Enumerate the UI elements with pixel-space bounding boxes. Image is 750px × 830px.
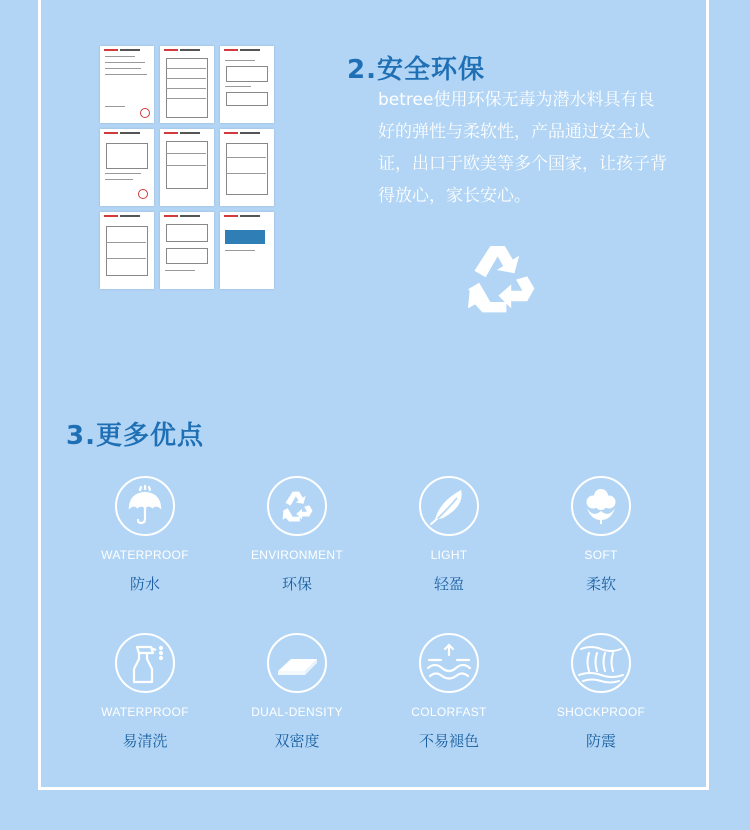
feature-label-en: DUAL-DENSITY <box>251 705 343 719</box>
recycle-icon <box>460 238 540 318</box>
wave-icon <box>419 633 479 693</box>
feature-label-cn: 防水 <box>129 575 160 593</box>
feature-label-cn: 防震 <box>585 732 616 750</box>
feature-label-en: COLORFAST <box>411 705 487 719</box>
certificate-page <box>220 46 274 123</box>
feature-label-cn: 柔软 <box>585 575 616 593</box>
section-title-safety: 2.安全环保 <box>347 55 485 85</box>
recycle-icon <box>267 476 327 536</box>
section-title-advantages: 3.更多优点 <box>66 421 204 451</box>
frame-bottom-border <box>38 787 709 790</box>
feature-light <box>374 476 524 594</box>
feather-icon <box>419 476 479 536</box>
layer-sheet-icon <box>267 633 327 693</box>
certificate-grid <box>100 46 274 290</box>
feature-label-en: SOFT <box>584 548 618 562</box>
certificate-page <box>220 212 274 289</box>
feature-environment <box>222 476 372 594</box>
certificate-page <box>160 46 214 123</box>
frame-right-border <box>706 0 709 790</box>
cotton-icon <box>571 476 631 536</box>
feature-shockproof <box>526 633 676 751</box>
feature-easy-clean <box>70 633 220 751</box>
feature-soft <box>526 476 676 594</box>
feature-label-cn: 环保 <box>281 575 312 593</box>
spray-bottle-icon <box>115 633 175 693</box>
certificate-page <box>100 46 154 123</box>
feature-label-cn: 轻盈 <box>433 575 464 593</box>
frame-left-border <box>38 0 41 790</box>
certificate-page <box>100 129 154 206</box>
feature-label-en: SHOCKPROOF <box>556 705 646 719</box>
feature-label-en: LIGHT <box>430 548 468 562</box>
feature-waterproof <box>70 476 220 594</box>
umbrella-icon <box>115 476 175 536</box>
certificate-page <box>220 129 274 206</box>
feature-label-cn: 不易褪色 <box>418 732 479 750</box>
feature-colorfast <box>374 633 524 751</box>
certificate-page <box>100 212 154 289</box>
feature-label-en: ENVIRONMENT <box>251 548 343 562</box>
shock-absorb-icon <box>571 633 631 693</box>
certificate-page <box>160 212 214 289</box>
feature-label-cn: 双密度 <box>274 732 320 750</box>
feature-dual-density <box>222 633 372 751</box>
section-description: betree使用环保无毒为潜水料具有良好的弹性与柔软性，产品通过安全认证，出口于欧美等多个国家，让孩子背得放心，家长安心。 <box>378 90 667 206</box>
feature-label-en: WATERPROOF <box>101 548 189 562</box>
feature-label-cn: 易清洗 <box>122 732 168 750</box>
feature-label-en: WATERPROOF <box>101 705 189 719</box>
certificate-page <box>160 129 214 206</box>
